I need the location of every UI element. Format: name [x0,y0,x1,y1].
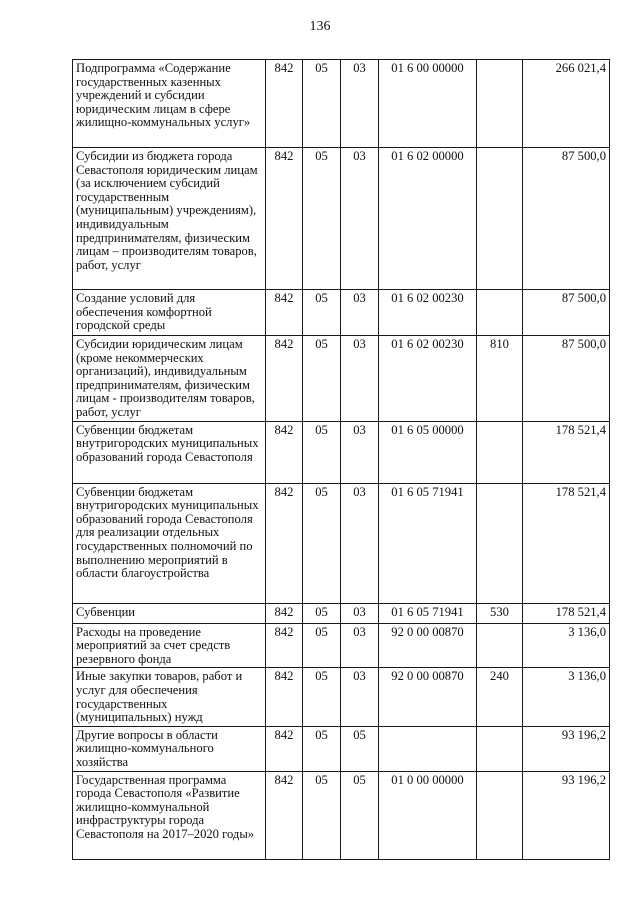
row-expense-type [477,623,523,668]
row-subsection-code: 03 [341,336,379,422]
row-subsection-code: 03 [341,668,379,726]
row-subsection-code: 03 [341,290,379,336]
row-target-article: 01 6 02 00230 [379,290,477,336]
row-target-article: 01 6 05 71941 [379,483,477,603]
row-name: Иные закупки товаров, работ и услуг для обеспечения государственных (муниципальных) нужд [73,668,266,726]
row-amount: 87 500,0 [523,148,610,290]
row-expense-type [477,60,523,148]
table-row [73,603,610,623]
row-expense-type: 240 [477,668,523,726]
row-section-code: 05 [303,668,341,726]
row-name: Субвенции бюджетам внутригородских муниципальных образований города Севастополя для реализации отдельных государственных полномочий по выполнению мероприятий в области благоустройства [73,483,266,603]
row-name: Подпрограмма «Содержание государственных казенных учреждений и субсидии юридическим лицам в сфере жилищно-коммунальных услуг» [73,60,266,148]
row-section-code: 05 [303,148,341,290]
row-section-code: 05 [303,726,341,771]
row-expense-type [477,148,523,290]
row-section-code: 05 [303,336,341,422]
row-amount: 3 136,0 [523,623,610,668]
row-subsection-code: 05 [341,726,379,771]
table-row [73,421,610,483]
table-row [73,623,610,668]
row-subsection-code: 05 [341,771,379,859]
row-amount: 178 521,4 [523,421,610,483]
budget-table-body [73,60,610,860]
row-amount: 266 021,4 [523,60,610,148]
budget-table [72,59,610,860]
row-grbs-code: 842 [266,668,303,726]
row-grbs-code: 842 [266,483,303,603]
table-row [73,668,610,726]
row-section-code: 05 [303,60,341,148]
row-expense-type [477,421,523,483]
row-section-code: 05 [303,771,341,859]
row-name: Расходы на проведение мероприятий за счет средств резервного фонда [73,623,266,668]
row-grbs-code: 842 [266,603,303,623]
row-grbs-code: 842 [266,336,303,422]
row-target-article: 92 0 00 00870 [379,668,477,726]
row-section-code: 05 [303,421,341,483]
row-expense-type [477,290,523,336]
row-target-article: 01 6 05 00000 [379,421,477,483]
row-expense-type [477,771,523,859]
row-target-article: 01 6 00 00000 [379,60,477,148]
row-target-article: 01 0 00 00000 [379,771,477,859]
row-grbs-code: 842 [266,60,303,148]
row-target-article [379,726,477,771]
row-target-article: 92 0 00 00870 [379,623,477,668]
row-section-code: 05 [303,623,341,668]
row-grbs-code: 842 [266,726,303,771]
row-amount: 93 196,2 [523,726,610,771]
row-amount: 87 500,0 [523,336,610,422]
row-target-article: 01 6 02 00000 [379,148,477,290]
row-subsection-code: 03 [341,483,379,603]
table-row [73,148,610,290]
table-row [73,336,610,422]
row-name: Государственная программа города Севастополя «Развитие жилищно-коммунальной инфраструктуры города Севастополя на 2017–2020 годы» [73,771,266,859]
table-row [73,771,610,859]
row-expense-type: 810 [477,336,523,422]
row-name: Другие вопросы в области жилищно-коммунального хозяйства [73,726,266,771]
row-expense-type [477,483,523,603]
row-amount: 178 521,4 [523,483,610,603]
row-grbs-code: 842 [266,771,303,859]
row-amount: 93 196,2 [523,771,610,859]
row-name: Субвенции бюджетам внутригородских муниципальных образований города Севастополя [73,421,266,483]
page-number: 136 [309,19,331,34]
table-row [73,290,610,336]
row-target-article: 01 6 05 71941 [379,603,477,623]
row-name: Субсидии из бюджета города Севастополя юридическим лицам (за исключением субсидий государственным (муниципальным) учреждениям), индивидуальным предпринимателям, физическим лицам – производителям товаров, работ, услуг [73,148,266,290]
row-subsection-code: 03 [341,421,379,483]
row-amount: 87 500,0 [523,290,610,336]
row-grbs-code: 842 [266,421,303,483]
row-subsection-code: 03 [341,148,379,290]
row-amount: 3 136,0 [523,668,610,726]
row-expense-type: 530 [477,603,523,623]
row-name: Субвенции [73,603,266,623]
table-row [73,483,610,603]
row-section-code: 05 [303,483,341,603]
row-subsection-code: 03 [341,60,379,148]
row-grbs-code: 842 [266,290,303,336]
table-row [73,60,610,148]
row-grbs-code: 842 [266,148,303,290]
row-name: Субсидии юридическим лицам (кроме некоммерческих организаций), индивидуальным предпринимателям, физическим лицам - производителям товаров, работ, услуг [73,336,266,422]
row-target-article: 01 6 02 00230 [379,336,477,422]
row-amount: 178 521,4 [523,603,610,623]
row-subsection-code: 03 [341,603,379,623]
row-name: Создание условий для обеспечения комфортной городской среды [73,290,266,336]
row-expense-type [477,726,523,771]
row-subsection-code: 03 [341,623,379,668]
row-grbs-code: 842 [266,623,303,668]
table-row [73,726,610,771]
row-section-code: 05 [303,603,341,623]
row-section-code: 05 [303,290,341,336]
